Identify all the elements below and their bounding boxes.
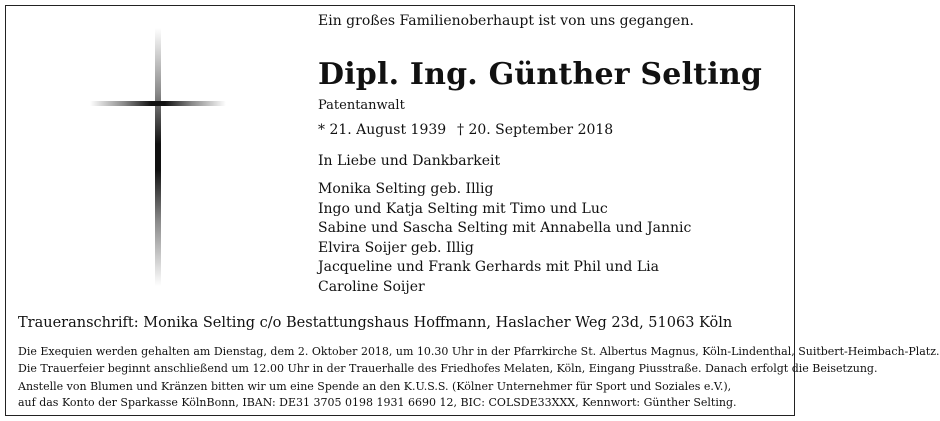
note-donation: Anstelle von Blumen und Kränzen bitten wir um eine Spende an den K.U.S.S. (Kölner Unternehmer für Sport und Soziales e.V.),: [18, 380, 732, 393]
mourner: Monika Selting geb. Illig: [318, 181, 494, 197]
death-date: † 20. September 2018: [457, 122, 614, 138]
mourner: Sabine und Sascha Selting mit Annabella und Jannic: [318, 220, 692, 236]
cross-icon-bar: [90, 101, 226, 106]
note-exequien: Die Exequien werden gehalten am Dienstag, dem 2. Oktober 2018, um 10.30 Uhr in der Pfarrkirche St. Albertus Magnus, Köln-Lindenthal, Suitbert-Heimbach-Platz.: [18, 345, 940, 358]
mourning-address: Traueranschrift: Monika Selting c/o Bestattungshaus Hoffmann, Haslacher Weg 23d, 51063 Köln: [18, 315, 733, 331]
headline: Ein großes Familienoberhaupt ist von uns gegangen.: [318, 13, 694, 29]
mourner: Caroline Soijer: [318, 278, 425, 295]
mourner: Jacqueline und Frank Gerhards mit Phil und Lia: [318, 259, 659, 275]
cross-icon: [155, 28, 161, 286]
note-funeral: Die Trauerfeier beginnt anschließend um 12.00 Uhr in der Trauerhalle des Friedhofes Melaten, Köln, Eingang Piusstraße. Danach erfolgt die Beisetzung.: [18, 362, 878, 375]
note-bank-account: auf das Konto der Sparkasse KölnBonn, IBAN: DE31 3705 0198 1931 6690 12, BIC: COLSDE33XXX, Kennwort: Günther Selting.: [18, 396, 737, 409]
mourners-list: [318, 180, 691, 297]
mourner: Elvira Soijer geb. Illig: [318, 239, 474, 256]
mourner: Ingo und Katja Selting mit Timo und Luc: [318, 200, 608, 217]
profession: Patentanwalt: [318, 98, 405, 113]
deceased-name: Dipl. Ing. Günther Selting: [318, 57, 763, 92]
dedication: In Liebe und Dankbarkeit: [318, 153, 501, 169]
birth-date: * 21. August 1939: [318, 122, 447, 138]
